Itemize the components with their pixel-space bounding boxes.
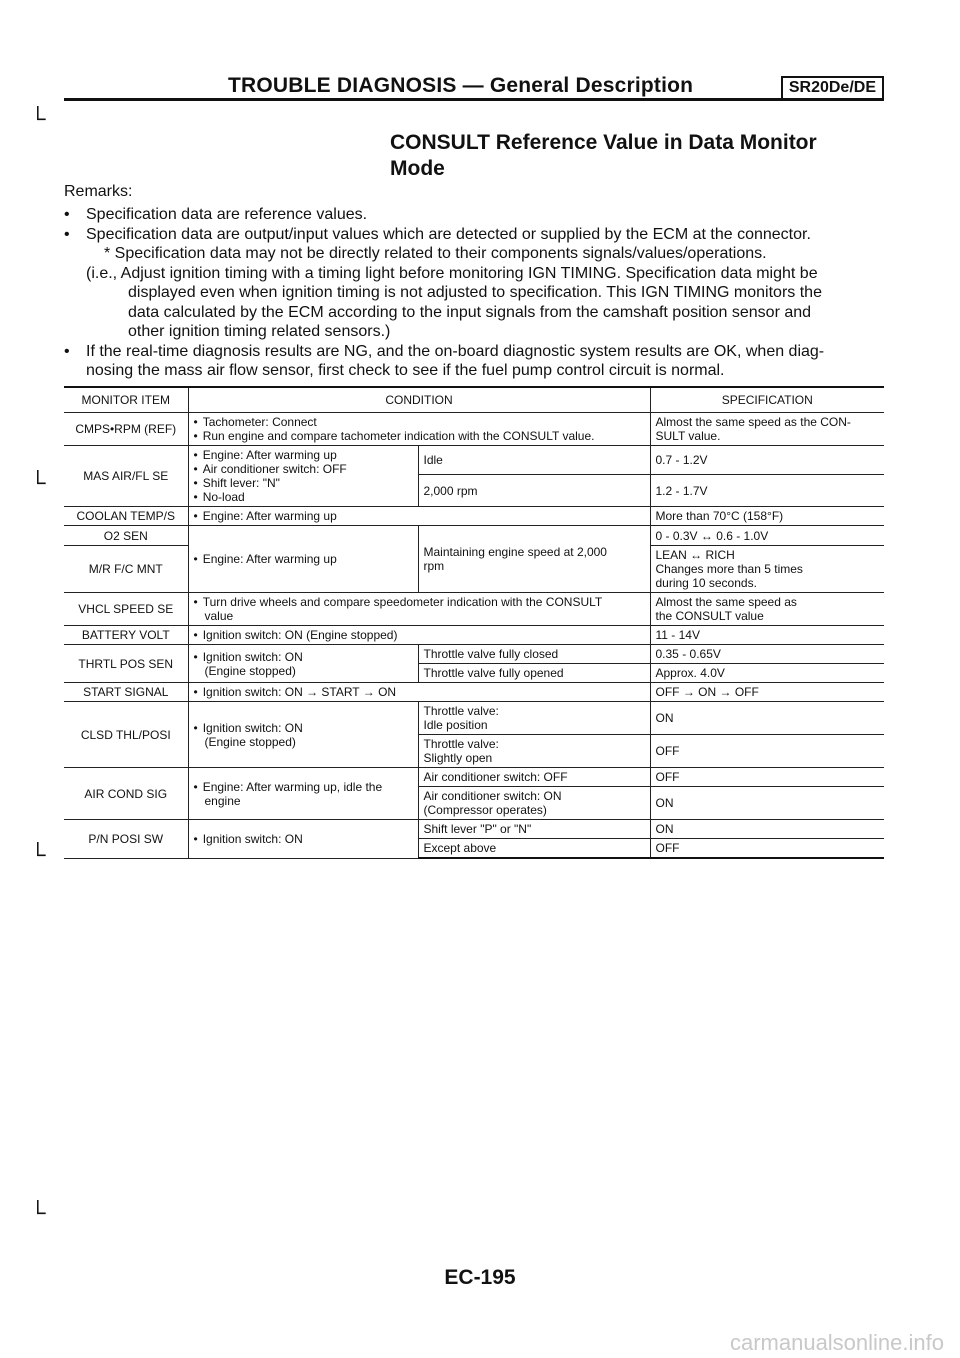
header-specification: SPECIFICATION <box>650 387 884 413</box>
condition-cell: • Ignition switch: ON (Engine stopped) <box>188 626 650 645</box>
table-row <box>64 702 884 735</box>
spec-cell: OFF <box>650 735 884 768</box>
spec-cell: More than 70°C (158°F) <box>650 507 884 526</box>
header-monitor-item: MONITOR ITEM <box>64 387 188 413</box>
monitor-item: VHCL SPEED SE <box>64 593 188 626</box>
sub-condition-cell: 2,000 rpm <box>418 475 650 507</box>
table-row <box>64 593 884 626</box>
remark-note: (i.e., Adjust ignition timing with a timing light before monitoring IGN TIMING. Specification data might be <box>86 264 818 282</box>
corner-mark: └ <box>30 106 46 131</box>
spec-cell: OFF <box>650 768 884 787</box>
sub-condition-cell: Idle <box>418 446 650 475</box>
spec-cell: ON <box>650 787 884 820</box>
watermark: carmanualsonline.info <box>729 1330 944 1355</box>
spec-cell: Approx. 4.0V <box>650 664 884 683</box>
monitor-item: BATTERY VOLT <box>64 626 188 645</box>
remark-item: nosing the mass air flow sensor, first check to see if the fuel pump control circuit is normal. <box>86 362 725 379</box>
condition-cell: • Ignition switch: ON (Engine stopped) <box>188 702 418 768</box>
table-row <box>64 413 884 446</box>
monitor-item: THRTL POS SEN <box>64 645 188 683</box>
table-row <box>64 626 884 645</box>
table-row <box>64 645 884 664</box>
sub-condition-cell: Throttle valve fully closed <box>418 645 650 664</box>
page-number: EC-195 <box>444 1266 516 1289</box>
spec-cell: 0 - 0.3V ↔ 0.6 - 1.0V <box>650 526 884 546</box>
spec-cell: 11 - 14V <box>650 626 884 645</box>
monitor-item: COOLAN TEMP/S <box>64 507 188 526</box>
section-title: CONSULT Reference Value in Data Monitor Mode <box>390 131 817 180</box>
condition-cell: • Turn drive wheels and compare speedometer indication with the CONSULT value <box>188 593 650 626</box>
corner-mark: └ <box>30 842 46 867</box>
sub-condition-cell: Throttle valve: Slightly open <box>418 735 650 768</box>
condition-cell: • Engine: After warming up, idle the engine <box>188 768 418 820</box>
sub-condition-cell: Throttle valve fully opened <box>418 664 650 683</box>
monitor-item: CLSD THL/POSI <box>64 702 188 768</box>
sub-condition-cell: Air conditioner switch: ON (Compressor operates) <box>418 787 650 820</box>
condition-cell: • Engine: After warming up <box>188 507 650 526</box>
condition-cell: • Ignition switch: ON <box>188 820 418 859</box>
sub-condition-cell: Throttle valve: Idle position <box>418 702 650 735</box>
sub-condition-cell: Except above <box>418 839 650 859</box>
corner-mark: └ <box>30 1200 46 1225</box>
spec-cell: ON <box>650 702 884 735</box>
spec-cell: 0.35 - 0.65V <box>650 645 884 664</box>
header-title: TROUBLE DIAGNOSIS — General Description <box>228 74 694 97</box>
table-row <box>64 683 884 702</box>
table-row <box>64 820 884 839</box>
engine-badge: SR20De/DE <box>781 76 884 100</box>
spec-cell: ON <box>650 820 884 839</box>
remarks-label: Remarks: <box>64 183 133 200</box>
sub-condition-cell: Shift lever "P" or "N" <box>418 820 650 839</box>
table-header-row <box>64 387 884 413</box>
spec-cell: Almost the same speed as the CONSULT value <box>650 593 884 626</box>
sub-condition-cell: Maintaining engine speed at 2,000 rpm <box>418 526 650 593</box>
table-row <box>64 507 884 526</box>
reference-value-table <box>64 386 884 859</box>
remark-note: data calculated by the ECM according to the input signals from the camshaft position sensor and <box>128 303 812 321</box>
remark-item: • If the real-time diagnosis results are NG, and the on-board diagnostic system results are OK, when diag- <box>64 342 825 360</box>
table-row <box>64 768 884 787</box>
monitor-item: AIR COND SIG <box>64 768 188 820</box>
monitor-item: M/R F/C MNT <box>64 546 188 593</box>
table-row <box>64 526 884 546</box>
table-row <box>64 446 884 475</box>
spec-cell: OFF <box>650 839 884 859</box>
condition-cell: • Tachometer: Connect • Run engine and compare tachometer indication with the CONSULT value. <box>188 413 650 446</box>
corner-mark: └ <box>30 470 46 495</box>
monitor-item: CMPS•RPM (REF) <box>64 413 188 446</box>
remark-note: other ignition timing related sensors.) <box>128 323 391 340</box>
condition-cell: • Ignition switch: ON → START → ON <box>188 683 650 702</box>
monitor-item: P/N POSI SW <box>64 820 188 859</box>
condition-cell: • Engine: After warming up <box>188 526 418 593</box>
monitor-item: O2 SEN <box>64 526 188 546</box>
monitor-item: MAS AIR/FL SE <box>64 446 188 507</box>
remark-note: displayed even when ignition timing is not adjusted to specification. This IGN TIMING monitors the <box>128 284 822 301</box>
spec-cell: OFF → ON → OFF <box>650 683 884 702</box>
condition-cell: • Engine: After warming up • Air conditioner switch: OFF • Shift lever: "N" • No-load <box>188 446 418 507</box>
spec-cell: 1.2 - 1.7V <box>650 475 884 507</box>
remark-note: * Specification data may not be directly related to their components signals/values/operations. <box>104 245 767 262</box>
header-rule <box>64 98 884 101</box>
header-condition: CONDITION <box>188 387 650 413</box>
remarks-list <box>64 205 892 381</box>
monitor-item: START SIGNAL <box>64 683 188 702</box>
sub-condition-cell: Air conditioner switch: OFF <box>418 768 650 787</box>
remark-item: • Specification data are output/input values which are detected or supplied by the ECM at the connector. <box>64 225 811 243</box>
spec-cell: Almost the same speed as the CON- SULT value. <box>650 413 884 446</box>
remark-item: • Specification data are reference values. <box>64 206 368 223</box>
spec-cell: LEAN ↔ RICH Changes more than 5 times during 10 seconds. <box>650 546 884 593</box>
spec-cell: 0.7 - 1.2V <box>650 446 884 475</box>
condition-cell: • Ignition switch: ON (Engine stopped) <box>188 645 418 683</box>
